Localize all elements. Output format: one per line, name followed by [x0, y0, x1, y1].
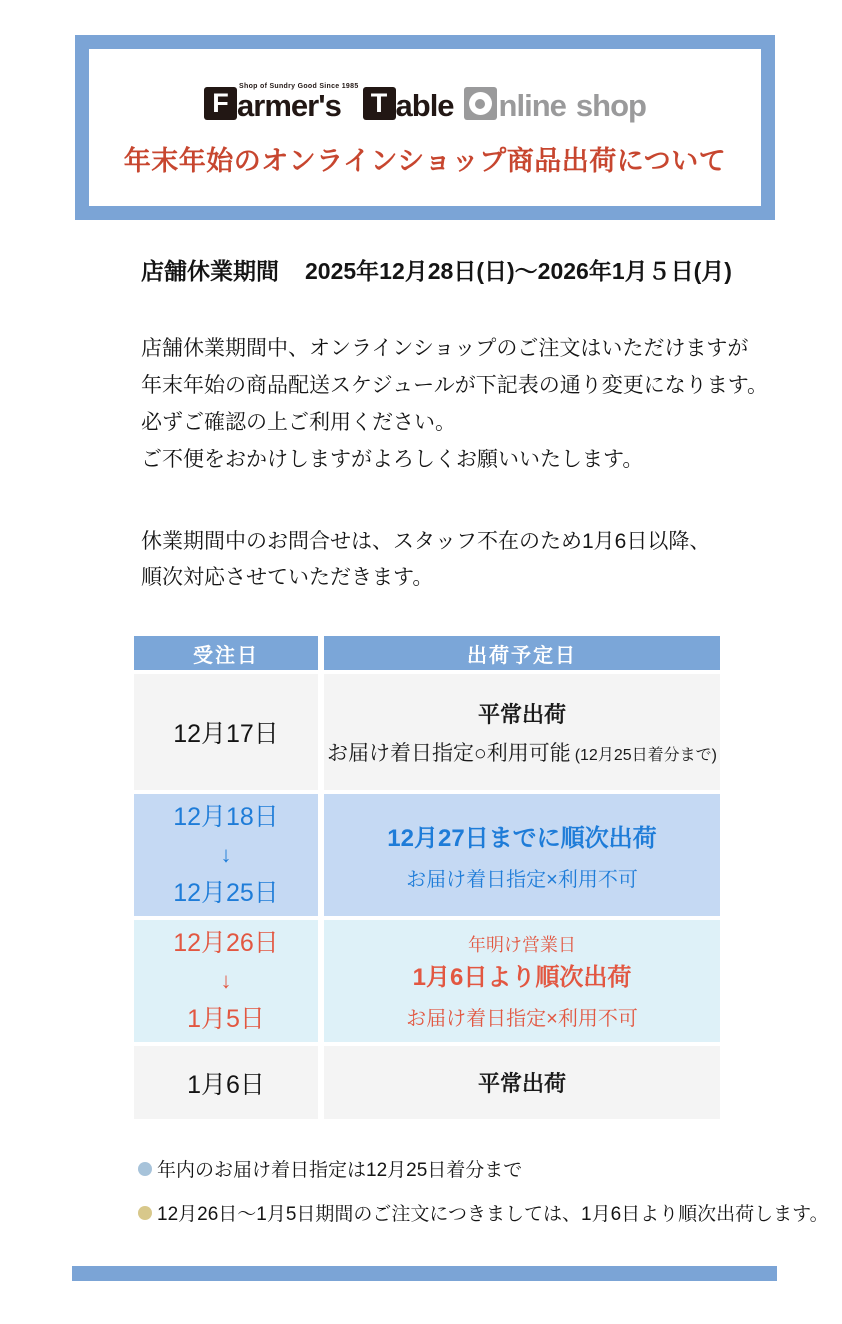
table-row-order-date	[134, 920, 318, 1042]
footnote-text: 年内のお届け着日指定は12月25日着分まで	[157, 1160, 523, 1181]
logo-o-circle-icon	[464, 87, 497, 120]
bottom-accent-bar	[72, 1266, 777, 1281]
farmers-table-logo	[204, 83, 646, 123]
ship-sub-line	[327, 737, 717, 767]
down-arrow-icon: ↓	[220, 968, 232, 993]
footnotes	[138, 1155, 829, 1243]
logo-t-block-icon: T	[363, 87, 396, 120]
intro-line: ご不便をおかけしますがよろしくお願いいたします。	[141, 448, 644, 471]
shop-logo	[89, 83, 761, 123]
order-to: 1月5日	[187, 1005, 265, 1033]
table-row-ship-info	[324, 674, 720, 790]
header-box	[75, 35, 775, 220]
table-row-ship-info	[324, 794, 720, 916]
logo-shop-text: shop	[575, 88, 646, 123]
order-to: 12月25日	[173, 879, 279, 907]
contact-line: 順次対応させていただきます。	[141, 566, 434, 589]
ship-main: 1月6日より順次出荷	[412, 964, 632, 991]
intro-line: 店舗休業期間中、オンラインショップのご注文はいただけますが	[141, 337, 749, 360]
ship-sub: お届け着日指定×利用不可	[406, 1008, 638, 1030]
down-arrow-icon: ↓	[220, 842, 232, 867]
page-title: 年末年始のオンラインショップ商品出荷について	[123, 146, 727, 176]
ship-note: (12月25日着分まで)	[574, 746, 717, 764]
closure-label: 店舗休業期間	[141, 258, 279, 284]
footnote-item	[138, 1199, 829, 1226]
order-date: 12月17日	[173, 720, 279, 748]
ship-sub: お届け着日指定×利用不可	[406, 869, 638, 891]
contact-line: 休業期間中のお問合せは、スタッフ不在のため1月6日以降、	[141, 530, 711, 553]
ship-sub: お届け着日指定○利用可能	[327, 741, 571, 765]
contact-paragraph	[141, 524, 710, 596]
logo-tagline: Shop of Sundry Good Since 1985	[239, 83, 359, 90]
logo-farmers-text: armer's	[237, 88, 341, 123]
logo-table-text: able	[395, 88, 454, 123]
ship-pre-label: 年明け営業日	[468, 935, 576, 955]
ship-main: 平常出荷	[477, 1071, 566, 1096]
table-row-ship-info	[324, 1046, 720, 1119]
closure-period: 2025年12月28日(日)～2026年1月５日(月)	[305, 258, 732, 284]
closure-period-line	[141, 253, 732, 286]
footnote-item	[138, 1155, 829, 1182]
logo-o-dot	[475, 99, 485, 109]
ship-main: 平常出荷	[477, 701, 566, 727]
intro-line: 年末年始の商品配送スケジュールが下記表の通り変更になります。	[141, 374, 769, 397]
order-from: 12月26日	[173, 929, 279, 957]
logo-f-block-icon: F	[204, 87, 237, 120]
intro-line: 必ずご確認の上ご利用ください。	[141, 411, 456, 434]
column-header-ship-date: 出荷予定日	[324, 636, 720, 670]
ship-main: 12月27日までに順次出荷	[387, 825, 657, 852]
logo-farmers-group	[237, 83, 359, 123]
table-row-order-date	[134, 794, 318, 916]
blue-dot-icon	[138, 1162, 152, 1176]
footnote-text: 12月26日〜1月5日期間のご注文につきましては、1月6日より順次出荷します。	[157, 1204, 829, 1225]
tan-dot-icon	[138, 1206, 152, 1220]
intro-paragraph	[141, 330, 768, 478]
table-row-ship-info	[324, 920, 720, 1042]
order-from: 12月18日	[173, 803, 279, 831]
logo-online-text: nline	[498, 88, 566, 123]
shipping-schedule-table	[134, 636, 720, 1119]
column-header-order-date: 受注日	[134, 636, 318, 670]
table-row-order-date	[134, 674, 318, 790]
table-row-order-date	[134, 1046, 318, 1119]
logo-o-ring	[469, 92, 492, 115]
order-date: 1月6日	[187, 1070, 265, 1099]
